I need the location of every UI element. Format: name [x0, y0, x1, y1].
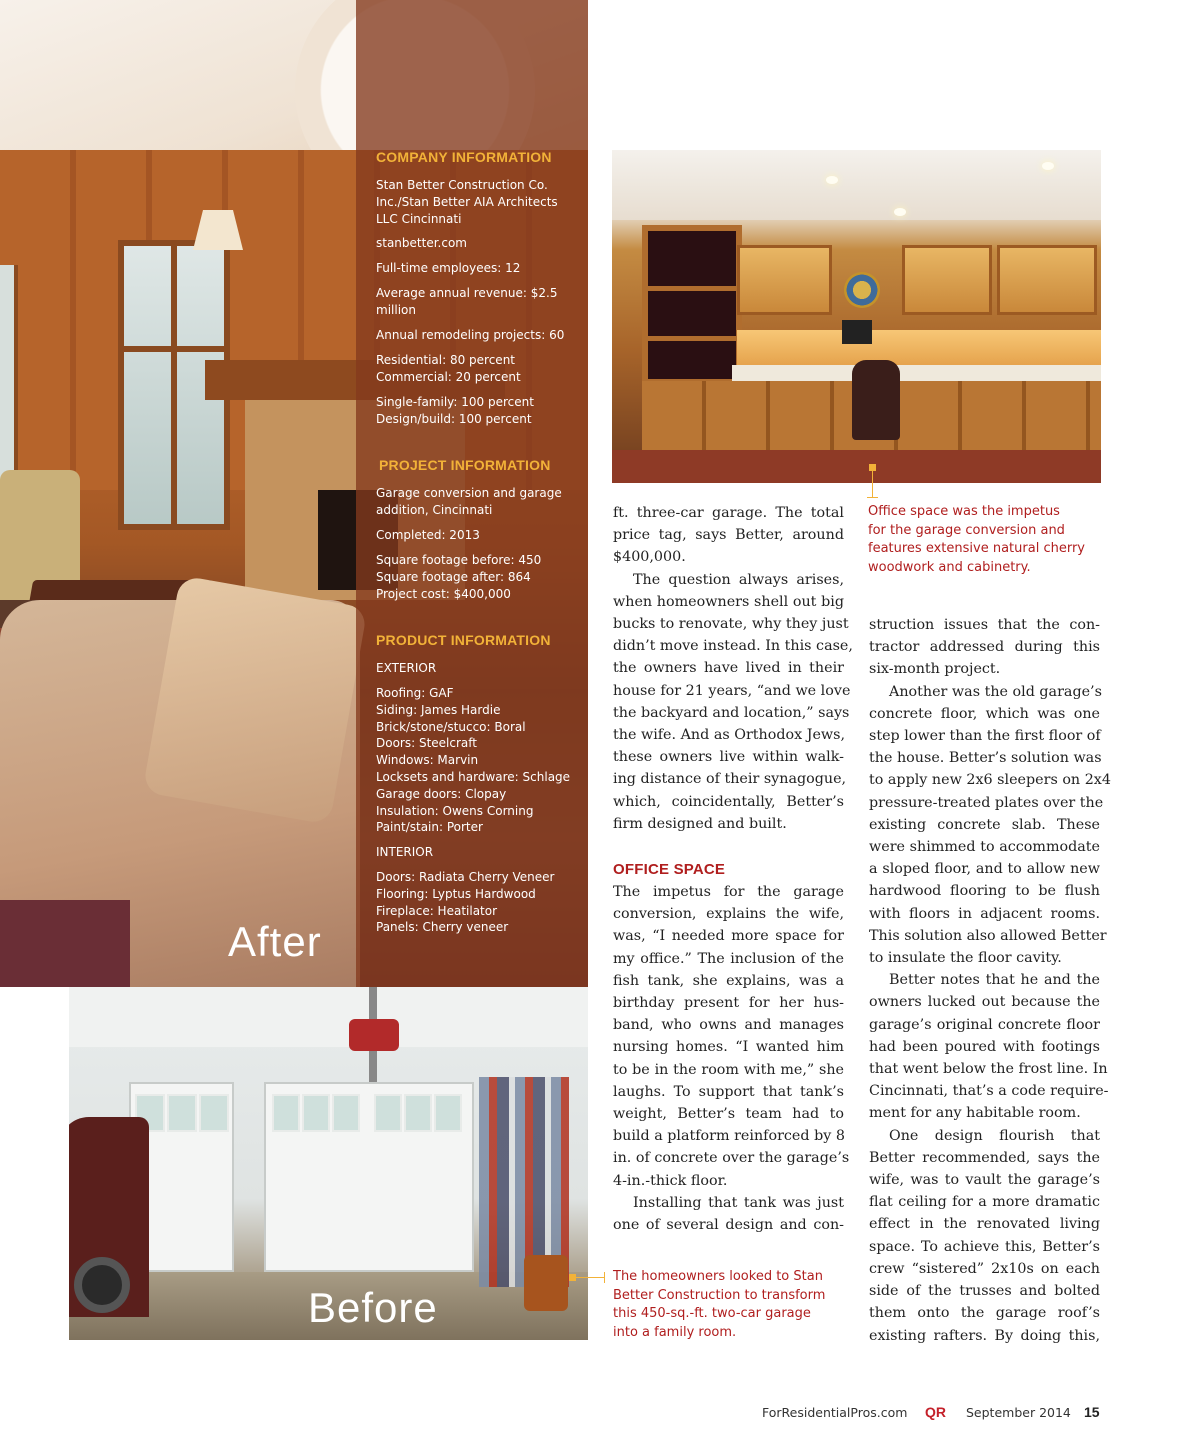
- body-line: existing concrete slab. These: [869, 816, 1100, 833]
- body-line: 4-in.-thick floor.: [613, 1172, 728, 1189]
- footer-date: September 2014: [966, 1405, 1071, 1420]
- body-line: bucks to renovate, why they just: [613, 616, 849, 633]
- exterior-label: EXTERIOR: [376, 661, 437, 675]
- body-line: to apply new 2x6 sleepers on 2x4: [869, 772, 1111, 789]
- body-line: fish tank, she explains, was a: [613, 972, 844, 989]
- body-line: firm designed and built.: [613, 815, 787, 832]
- company-revenue: Average annual revenue: $2.5 million: [376, 286, 558, 317]
- project-stats: Square footage before: 450 Square footage after: 864 Project cost: $400,000: [376, 553, 542, 601]
- body-line: garage’s original concrete floor: [869, 1016, 1100, 1033]
- body-line: effect in the renovated living: [869, 1216, 1100, 1233]
- body-line: laughs. To support that tank’s: [613, 1083, 844, 1100]
- company-employees: Full-time employees: 12: [376, 261, 521, 275]
- body-line: struction issues that the con-: [869, 617, 1100, 633]
- office-caption-line: [872, 470, 873, 498]
- body-line: when homeowners shell out big: [613, 593, 844, 610]
- body-line: Installing that tank was just: [633, 1194, 844, 1211]
- info-sidebar: [356, 0, 588, 987]
- exterior-products: Roofing: GAF Siding: James Hardie Brick/stone/stucco: Boral Doors: Steelcraft Windows: Marvin Locksets and hardware: Schlage Garage doors: Clopay Insulation: Owens Corning Paint/stain: Porter: [376, 686, 571, 835]
- body-line: flat ceiling for a more dramatic: [869, 1194, 1100, 1211]
- body-line: them onto the garage roof’s: [869, 1305, 1100, 1322]
- body-line: The question always arises,: [633, 571, 844, 588]
- article-column-2: [869, 614, 1111, 1347]
- footer-site-link[interactable]: ForResidentialPros.com: [762, 1405, 908, 1420]
- body-line: Better notes that he and the: [889, 972, 1100, 989]
- office-caption: Office space was the impetus for the garage conversion and features extensive natural cherry woodwork and cabinetry.: [868, 504, 1085, 575]
- body-line: didn’t move instead. In this case,: [613, 638, 853, 655]
- interior-label: INTERIOR: [376, 845, 434, 859]
- body-line: nursing homes. “I wanted him: [613, 1039, 844, 1056]
- body-line: to insulate the floor cavity.: [869, 950, 1062, 967]
- interior-products: Doors: Radiata Cherry Veneer Flooring: Lyptus Hardwood Fireplace: Heatilator Panels: Cherry veneer: [376, 870, 555, 935]
- company-name: Stan Better Construction Co. Inc./Stan Better AIA Architects LLC Cincinnati: [376, 178, 558, 226]
- body-line: the house. Better’s solution was: [869, 750, 1102, 767]
- body-line: One design flourish that: [889, 1127, 1100, 1144]
- company-info-heading: COMPANY INFORMATION: [376, 149, 552, 165]
- body-line: pressure-treated plates over the: [869, 794, 1104, 811]
- body-line: six-month project.: [869, 661, 1001, 678]
- body-line: The impetus for the garage: [613, 884, 844, 901]
- body-line: hardwood flooring to be flush: [869, 883, 1100, 900]
- body-line: tractor addressed during this: [869, 639, 1100, 656]
- body-line: house for 21 years, “and we love: [613, 682, 851, 699]
- body-line: the backyard and location,” says: [613, 704, 850, 721]
- office-photo: [612, 150, 1101, 483]
- body-line: these owners live within walk-: [613, 749, 844, 766]
- qr-logo: QR: [925, 1404, 946, 1420]
- body-line: that went below the frost line. In: [869, 1061, 1108, 1078]
- company-mix: Residential: 80 percent Commercial: 20 percent: [376, 353, 521, 384]
- body-line: one of several design and con-: [613, 1217, 844, 1234]
- body-line: concrete floor, which was one: [869, 705, 1100, 722]
- body-line: which, coincidentally, Better’s: [613, 793, 844, 810]
- body-line: build a platform reinforced by 8: [613, 1128, 845, 1145]
- body-line: ft. three-car garage. The total: [613, 505, 844, 521]
- body-line: existing rafters. By doing this,: [869, 1327, 1100, 1344]
- product-info-heading: PRODUCT INFORMATION: [376, 632, 551, 648]
- body-line: the wife. And as Orthodox Jews,: [613, 727, 846, 744]
- body-line: was, “I needed more space for: [613, 928, 844, 945]
- body-line: crew “sistered” 2x10s on each: [869, 1260, 1100, 1277]
- after-label: After: [228, 918, 322, 965]
- body-line: were shimmed to accommodate: [869, 839, 1100, 856]
- body-line: $400,000.: [613, 549, 686, 566]
- page-footer: [0, 1403, 1200, 1423]
- body-line: Better recommended, says the: [869, 1149, 1100, 1166]
- body-line: Cincinnati, that’s a code require-: [869, 1083, 1109, 1100]
- body-line: the owners have lived in their: [613, 660, 844, 677]
- body-line: my office.” The inclusion of the: [613, 950, 844, 967]
- body-line: owners lucked out because the: [869, 994, 1100, 1011]
- body-line: wife, was to vault the garage’s: [869, 1172, 1100, 1189]
- company-website: stanbetter.com: [376, 236, 467, 250]
- body-line: with floors in adjacent rooms.: [869, 905, 1100, 922]
- garage-caption-line-end: [604, 1272, 605, 1283]
- project-completed: Completed: 2013: [376, 528, 480, 542]
- body-line: space. To achieve this, Better’s: [869, 1238, 1100, 1255]
- office-space-heading: OFFICE SPACE: [613, 861, 726, 879]
- garage-caption-line: [575, 1277, 605, 1278]
- body-line: price tag, says Better, around: [613, 527, 844, 544]
- body-line: to be in the room with me,” she: [613, 1061, 844, 1078]
- body-line: band, who owns and manages: [613, 1017, 844, 1034]
- body-line: weight, Better’s team had to: [613, 1106, 844, 1123]
- project-description: Garage conversion and garage addition, Cincinnati: [376, 486, 562, 517]
- company-type: Single-family: 100 percent Design/build: 100 percent: [376, 395, 534, 426]
- company-projects: Annual remodeling projects: 60: [376, 328, 565, 342]
- body-line: a sloped floor, and to allow new: [869, 861, 1100, 878]
- body-line: ment for any habitable room.: [869, 1105, 1081, 1122]
- page-number: 15: [1084, 1404, 1100, 1420]
- body-line: side of the trusses and bolted: [869, 1283, 1100, 1300]
- body-line: conversion, explains the wife,: [613, 906, 844, 923]
- body-line: step lower than the first floor of: [869, 728, 1101, 745]
- project-info-heading: PROJECT INFORMATION: [379, 457, 551, 473]
- body-line: This solution also allowed Better: [869, 927, 1107, 944]
- body-line: in. of concrete over the garage’s: [613, 1150, 850, 1167]
- body-line: birthday present for her hus-: [613, 995, 844, 1012]
- garage-caption: The homeowners looked to Stan Better Construction to transform this 450-sq.-ft. two-car garage into a family room.: [613, 1269, 826, 1340]
- article-column-1: [613, 502, 853, 1236]
- body-line: had been poured with footings: [869, 1038, 1100, 1055]
- before-label: Before: [308, 1284, 438, 1331]
- body-line: Another was the old garage’s: [889, 683, 1102, 700]
- office-caption-line-foot: [867, 497, 878, 498]
- body-line: ing distance of their synagogue,: [613, 771, 847, 788]
